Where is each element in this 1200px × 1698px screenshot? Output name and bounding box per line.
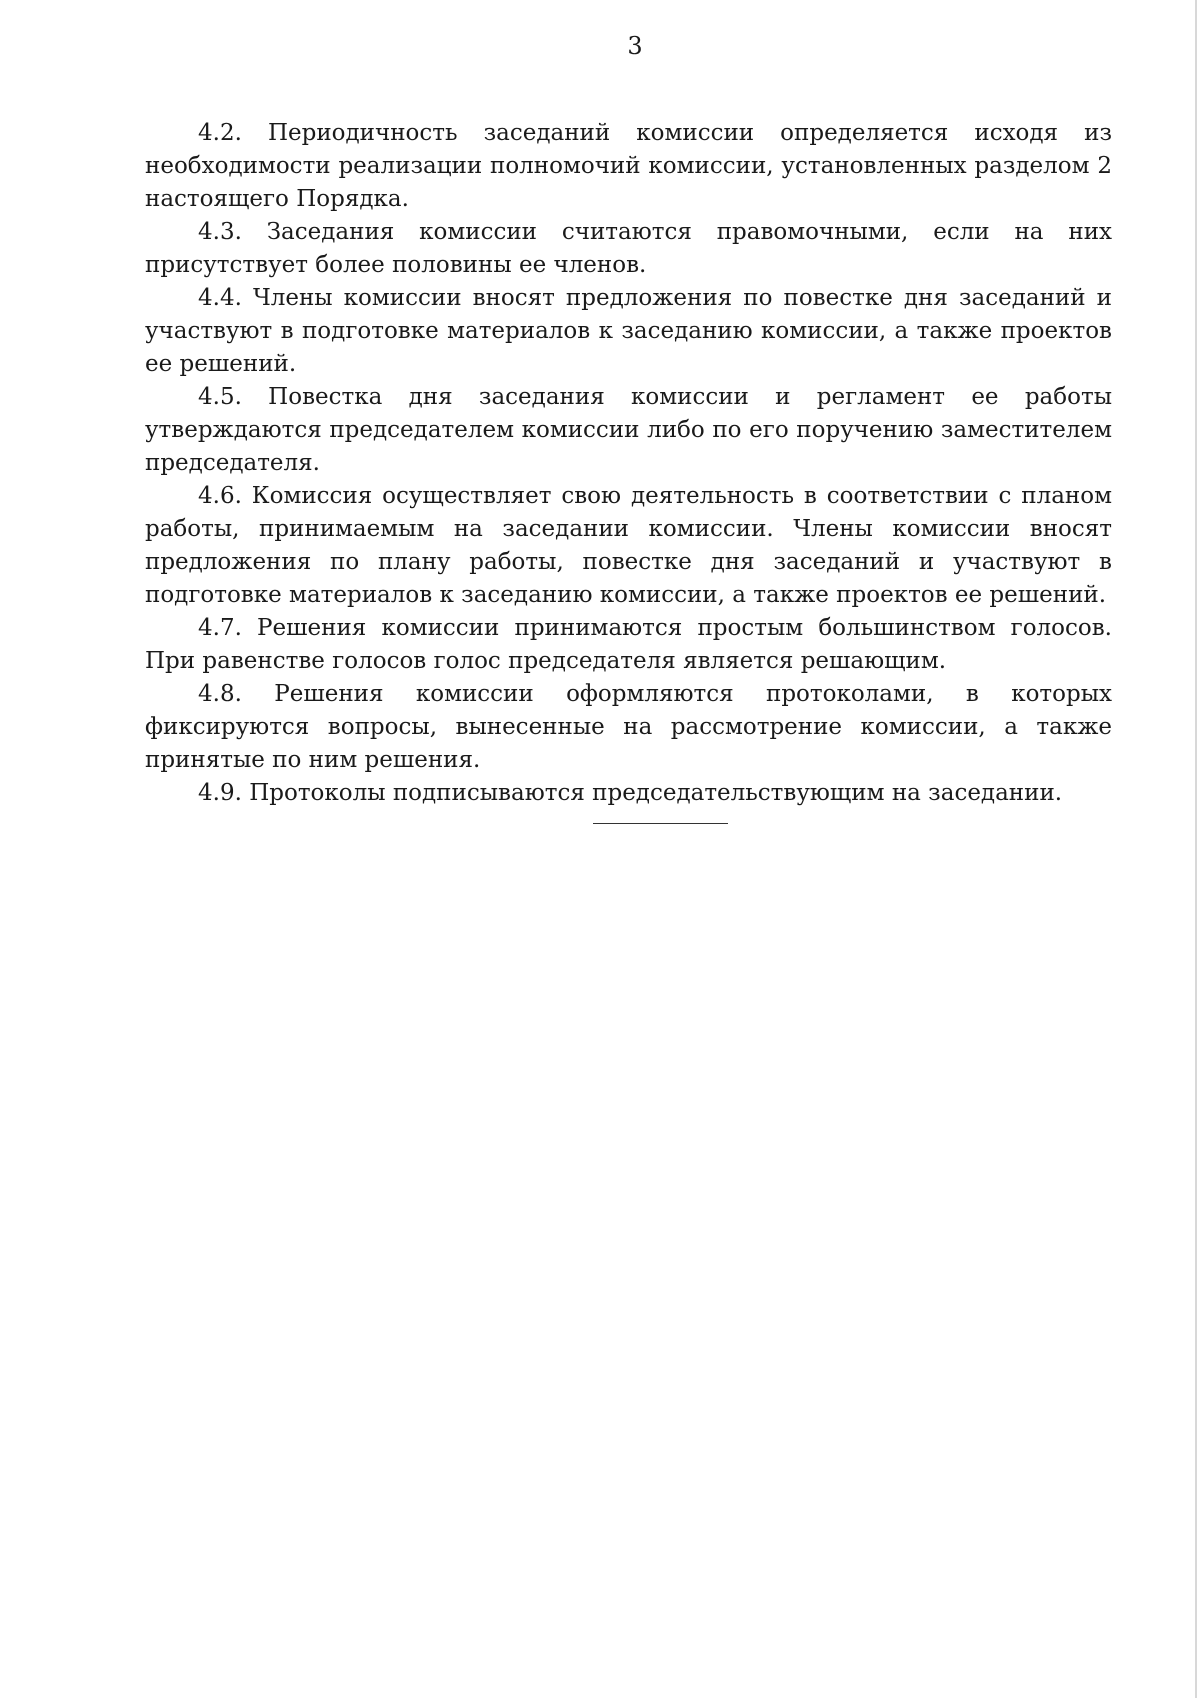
closing-divider	[593, 823, 728, 824]
paragraph-4-9: 4.9. Протоколы подписываются председательствующим на заседании.	[198, 780, 1063, 806]
paragraph-4-6: 4.6. Комиссия осуществляет свою деятельность в соответствии с планом работы, принимаемым на заседании комиссии. Члены комиссии вносят предложения по плану работы, повестке дня заседаний и участвуют в подготовке материалов к заседанию комиссии, а также проектов ее решений.	[145, 483, 1112, 608]
page-number: 3	[627, 32, 643, 60]
paragraph-4-3: 4.3. Заседания комиссии считаются правомочными, если на них присутствует более половины ее членов.	[145, 219, 1112, 278]
paragraph-4-7: 4.7. Решения комиссии принимаются простым большинством голосов. При равенстве голосов голос председателя является решающим.	[145, 615, 1112, 674]
paragraph-4-4: 4.4. Члены комиссии вносят предложения по повестке дня заседаний и участвуют в подготовке материалов к заседанию комиссии, а также проектов ее решений.	[145, 285, 1112, 377]
paragraph-4-5: 4.5. Повестка дня заседания комиссии и регламент ее работы утверждаются председателем комиссии либо по его поручению заместителем председателя.	[145, 384, 1112, 476]
page-edge-shadow	[1195, 0, 1197, 1698]
paragraph-4-8: 4.8. Решения комиссии оформляются протоколами, в которых фиксируются вопросы, вынесенные на рассмотрение комиссии, а также принятые по ним решения.	[145, 681, 1112, 773]
paragraph-4-2: 4.2. Периодичность заседаний комиссии определяется исходя из необходимости реализации полномочий комиссии, установленных разделом 2 настоящего Порядка.	[145, 120, 1112, 212]
document-body	[145, 117, 1112, 810]
